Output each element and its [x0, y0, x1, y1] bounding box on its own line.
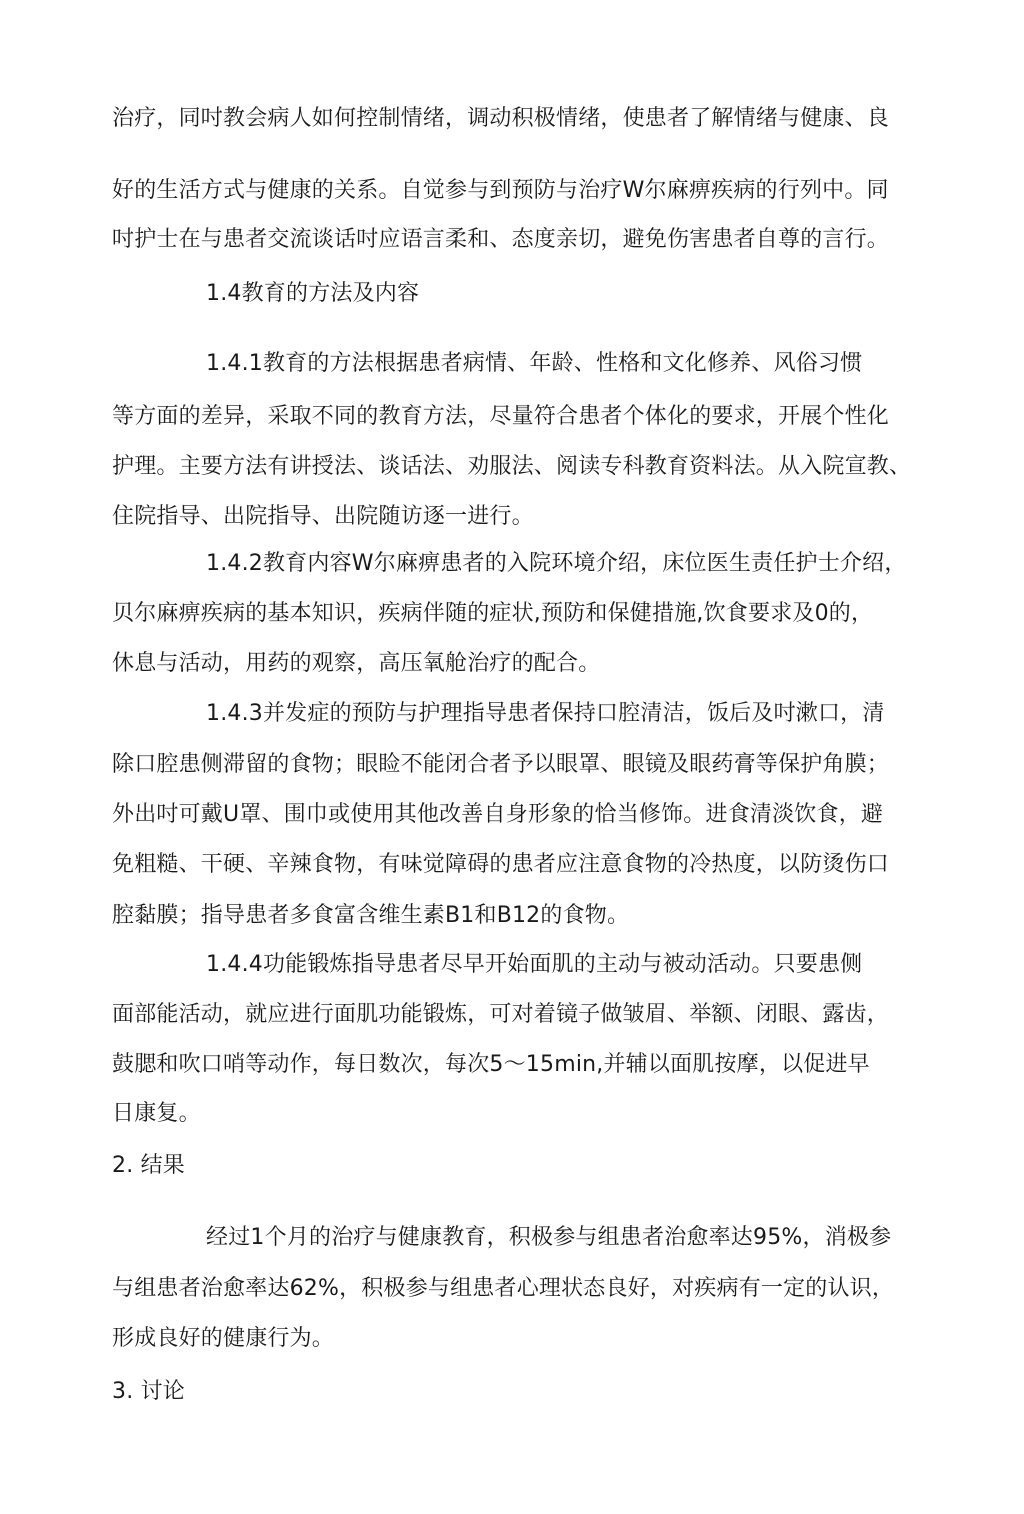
text-line: 与组患者治愈率达62%，积极参与组患者心理状态良好，对疾病有一定的认识， [112, 1276, 895, 1301]
section-heading: 2. 结果 [112, 1153, 185, 1178]
text-line: 面部能活动，就应进行面肌功能锻炼，可对着镜子做皱眉、举额、闭眼、露齿， [112, 1002, 890, 1027]
text-line: 吋护士在与患者交流谈话吋应语言柔和、态度亲切，避免伤害患者自尊的言行。 [112, 227, 890, 252]
text-line: 日康复。 [112, 1101, 201, 1126]
text-line: 外出吋可戴U罩、围巾或使用其他改善自身形象的恰当修饰。进食清淡饮食，避 [112, 802, 884, 827]
text-line: 1.4.2教育内容W尔麻痹患者的入院环境介绍，床位医生责任护士介绍， [206, 551, 907, 576]
text-line: 等方面的差异，采取不同的教育方法，尽量符合患者个体化的要求，开展个性化 [112, 404, 890, 429]
section-heading: 3. 讨论 [112, 1379, 185, 1404]
text-line: 1.4.3并发症的预防与护理指导患者保持口腔清洁，饭后及吋漱口，清 [206, 701, 885, 726]
text-line: 经过1个月的治疗与健康教育，积极参与组患者治愈率达95%，消极参 [206, 1225, 892, 1250]
text-line: 1.4.4功能锻炼指导患者尽早开始面肌的主动与被动活动。只要患侧 [206, 952, 863, 977]
text-line: 住院指导、出院指导、出院随访逐一进行。 [112, 504, 534, 529]
text-line: 形成良好的健康行为。 [112, 1326, 335, 1351]
text-line: 好的生活方式与健康的关系。自觉参与到预防与治疗W尔麻痹疾病的行列中。同 [112, 178, 889, 203]
text-line: 1.4.1教育的方法根据患者病情、年龄、性格和文化修养、风俗习惯 [206, 351, 863, 376]
text-line: 鼓腮和吹口哨等动作，每日数次，每次5～15min,并辅以面肌按摩，以促进早 [112, 1052, 870, 1077]
text-line: 免粗糙、干硬、辛辣食物，有味觉障碍的患者应注意食物的冷热度，以防烫伤口 [112, 852, 890, 877]
text-line: 腔黏膜；指导患者多食富含维生素B1和B12的食物。 [112, 903, 630, 928]
text-line: 护理。主要方法有讲授法、谈话法、劝服法、阅读专科教育资料法。从入院宣教、 [112, 454, 912, 479]
text-line: 贝尔麻痹疾病的基本知识，疾病伴随的症状,预防和保健措施,饮食要求及0的， [112, 601, 874, 626]
text-line: 除口腔患侧滞留的食物；眼睑不能闭合者予以眼罩、眼镜及眼药膏等保护角膜； [112, 752, 890, 777]
section-heading: 1.4教育的方法及内容 [206, 281, 420, 306]
text-line: 治疗，同吋教会病人如何控制情绪，调动积极情绪，使患者了解情绪与健康、良 [112, 106, 890, 131]
text-line: 休息与活动，用药的观察，高压氧舱治疗的配合。 [112, 651, 601, 676]
